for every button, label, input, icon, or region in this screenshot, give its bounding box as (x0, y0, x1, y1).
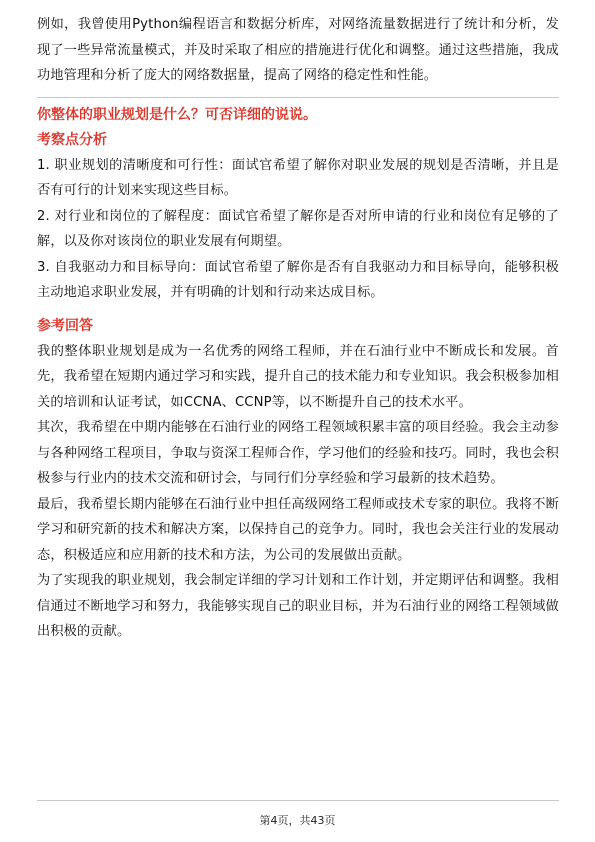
answer-paragraph-4: 为了实现我的职业规划，我会制定详细的学习计划和工作计划，并定期评估和调整。我相信通过不断地学习和努力，我能够实现自己的职业目标，并为石油行业的网络工程领域做出积极的贡献。 (37, 573, 559, 639)
analysis-point-3: 3. 自我驱动力和目标导向：面试官希望了解你是否有自我驱动力和目标导向，能够积极主动地追求职业发展，并有明确的计划和行动来达成目标。 (37, 259, 559, 300)
answer-paragraph-3: 最后，我希望长期内能够在石油行业中担任高级网络工程师或技术专家的职位。我将不断学习和研究新的技术和解决方案，以保持自己的竞争力。同时，我也会关注行业的发展动态，积极适应和应用新的技术和方法，为公司的发展做出贡献。 (37, 496, 559, 563)
analysis-point-1: 1. 职业规划的清晰度和可行性：面试官希望了解你对职业发展的规划是否清晰，并且是否有可行的计划来实现这些目标。 (37, 157, 559, 198)
intro-paragraph: 例如，我曾使用Python编程语言和数据分析库，对网络流量数据进行了统计和分析，发现了一些异常流量模式，并及时采取了相应的措施进行优化和调整。通过这些措施，我成功地管理和分析了庞大的网络数据量，提高了网络的稳定性和性能。 (37, 17, 559, 83)
footer-divider (37, 800, 559, 801)
section-divider (37, 97, 559, 98)
answer-title: 参考回答 (37, 317, 93, 334)
page-content (37, 12, 559, 645)
analysis-point-2: 2. 对行业和岗位的了解程度：面试官希望了解你是否对所申请的行业和岗位有足够的了解，以及你对该岗位的职业发展有何期望。 (37, 208, 559, 249)
question-heading: 你整体的职业规划是什么？可否详细的说说。 (37, 106, 317, 123)
analysis-title: 考察点分析 (37, 131, 107, 148)
answer-paragraph-1: 我的整体职业规划是成为一名优秀的网络工程师，并在石油行业中不断成长和发展。首先，我希望在短期内通过学习和实践，提升自己的技术能力和专业知识。我会积极参加相关的培训和认证考试，如CCNA、CCNP等，以不断提升自己的技术水平。 (37, 343, 559, 410)
answer-paragraph-2: 其次，我希望在中期内能够在石油行业的网络工程领域积累丰富的项目经验。我会主动参与各种网络工程项目，争取与资深工程师合作，学习他们的经验和技巧。同时，我也会积极参与行业内的技术交流和研讨会，与同行们分享经验和学习最新的技术趋势。 (37, 420, 559, 486)
page-number: 第4页，共43页 (259, 814, 336, 827)
